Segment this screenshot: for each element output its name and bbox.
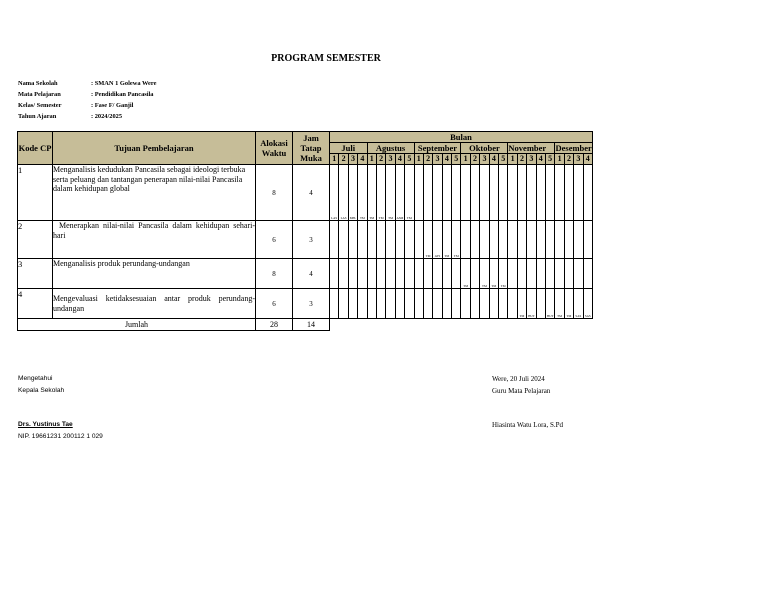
- kode-cp-cell: 2: [18, 221, 53, 259]
- week-header: 2: [564, 154, 573, 165]
- week-cell: [583, 221, 592, 259]
- week-mark: MPL: [349, 216, 357, 220]
- week-cell: [564, 165, 573, 221]
- week-header: 3: [386, 154, 395, 165]
- week-cell: [564, 289, 573, 319]
- week-cell: [433, 165, 442, 221]
- week-cell: [452, 165, 461, 221]
- meta-label: Kelas/ Semester: [18, 102, 62, 109]
- week-cell: [386, 289, 395, 319]
- sig-left-name: Drs. Yustinus Tae: [18, 421, 73, 428]
- month-header: Agustus: [367, 143, 414, 154]
- week-cell: [489, 221, 498, 259]
- meta-value: : Pendidikan Pancasila: [91, 91, 154, 98]
- week-mark: TM: [463, 284, 469, 288]
- alokasi-cell: 6: [256, 289, 293, 319]
- header-tujuan: Tujuan Pembelajaran: [53, 132, 256, 165]
- week-cell: [339, 259, 348, 289]
- week-header: 1: [508, 154, 517, 165]
- week-header: 4: [395, 154, 404, 165]
- week-cell: [386, 165, 395, 221]
- week-cell: [330, 165, 339, 221]
- week-cell: [517, 289, 526, 319]
- week-cell: [574, 259, 583, 289]
- week-cell: [517, 165, 526, 221]
- week-cell: [367, 165, 376, 221]
- week-header: 3: [480, 154, 489, 165]
- kode-cp-cell: 1: [18, 165, 53, 221]
- week-cell: [527, 221, 536, 259]
- week-header: 4: [583, 154, 592, 165]
- week-cell: [376, 165, 385, 221]
- week-header: 5: [545, 154, 554, 165]
- week-header: 2: [517, 154, 526, 165]
- week-header: 1: [555, 154, 564, 165]
- week-cell: [545, 259, 554, 289]
- week-cell: [480, 289, 489, 319]
- week-cell: [555, 165, 564, 221]
- week-mark: TM: [388, 216, 393, 220]
- tujuan-cell: Menganalisis kedudukan Pancasila sebagai ideologi terbuka serta peluang dan tantangan penerapan nilai-nilai Pancasila dalam kehidupan global: [53, 165, 256, 221]
- table-row: [18, 289, 593, 319]
- week-cell: [508, 259, 517, 289]
- week-cell: [405, 221, 414, 259]
- program-semester-table: [17, 131, 593, 331]
- week-cell: [405, 289, 414, 319]
- alokasi-cell: 8: [256, 259, 293, 289]
- kode-cp-cell: 3: [18, 259, 53, 289]
- document-meta: [18, 78, 156, 122]
- week-mark: HUT: [546, 314, 554, 318]
- week-cell: [480, 221, 489, 259]
- week-cell: [348, 221, 357, 259]
- total-label: Jumlah: [18, 319, 256, 331]
- week-cell: [376, 289, 385, 319]
- week-mark: TM: [566, 314, 572, 318]
- week-cell: [386, 221, 395, 259]
- sig-right-line2: Guru Mata Pelajaran: [492, 387, 551, 395]
- jtm-cell: 4: [293, 259, 330, 289]
- week-cell: [339, 221, 348, 259]
- week-cell: [339, 165, 348, 221]
- jtm-cell: 3: [293, 221, 330, 259]
- week-cell: [367, 259, 376, 289]
- week-mark: TM: [557, 314, 562, 318]
- table-row: [18, 221, 593, 259]
- week-cell: [461, 289, 470, 319]
- sig-right-line1: Were, 20 Juli 2024: [492, 375, 545, 383]
- jtm-cell: 4: [293, 165, 330, 221]
- week-cell: [527, 165, 536, 221]
- table-row: [18, 165, 593, 221]
- week-cell: [395, 221, 404, 259]
- week-cell: [555, 289, 564, 319]
- week-mark: LAS: [331, 216, 338, 220]
- week-header: 5: [499, 154, 508, 165]
- week-cell: [564, 259, 573, 289]
- week-cell: [574, 289, 583, 319]
- week-cell: [358, 259, 367, 289]
- week-header: 1: [330, 154, 339, 165]
- meta-label: Tahun Ajaran: [18, 113, 57, 120]
- month-header: Desember: [555, 143, 592, 153]
- week-mark: TM: [406, 216, 412, 220]
- week-cell: [442, 221, 451, 259]
- meta-row: [18, 78, 156, 89]
- tujuan-cell: Menganalisis produk perundang-undangan: [53, 259, 256, 289]
- week-header: 3: [527, 154, 536, 165]
- week-cell: [452, 289, 461, 319]
- week-header: 5: [452, 154, 461, 165]
- alokasi-cell: 8: [256, 165, 293, 221]
- week-cell: [330, 221, 339, 259]
- week-cell: [527, 289, 536, 319]
- week-cell: [574, 221, 583, 259]
- week-mark: HUT: [528, 314, 535, 318]
- week-cell: [330, 289, 339, 319]
- week-header: 1: [414, 154, 423, 165]
- week-cell: [489, 165, 498, 221]
- meta-label: Nama Sekolah: [18, 80, 58, 87]
- week-cell: [470, 289, 479, 319]
- week-mark: TM: [491, 284, 497, 288]
- week-cell: [489, 259, 498, 289]
- week-header: 4: [536, 154, 545, 165]
- week-cell: [423, 259, 432, 289]
- header-jam-tatap-muka: Jam Tatap Muka: [293, 132, 330, 165]
- week-mark: ASM: [396, 216, 404, 220]
- header-bulan: Bulan: [330, 132, 593, 143]
- week-header: 2: [339, 154, 348, 165]
- week-cell: [376, 221, 385, 259]
- week-cell: [367, 289, 376, 319]
- header-alokasi: Alokasi Waktu: [256, 132, 293, 165]
- week-header: 4: [489, 154, 498, 165]
- week-mark: TM: [482, 284, 487, 288]
- week-cell: [536, 289, 545, 319]
- total-alokasi: 28: [256, 319, 293, 331]
- signature-right: [492, 373, 563, 431]
- week-cell: [461, 165, 470, 221]
- week-mark: SAS: [584, 314, 591, 318]
- week-cell: [395, 289, 404, 319]
- alokasi-cell: 6: [256, 221, 293, 259]
- meta-row: [18, 89, 156, 100]
- week-cell: [508, 221, 517, 259]
- week-cell: [348, 259, 357, 289]
- week-cell: [470, 165, 479, 221]
- week-mark: TM: [369, 216, 375, 220]
- week-cell: [386, 259, 395, 289]
- meta-value: : 2024/2025: [91, 113, 123, 120]
- week-cell: [423, 221, 432, 259]
- week-cell: [574, 165, 583, 221]
- week-cell: [555, 259, 564, 289]
- week-mark: TM: [444, 254, 450, 258]
- week-cell: [339, 289, 348, 319]
- week-cell: [583, 165, 592, 221]
- week-mark: ATS: [434, 254, 441, 258]
- week-mark: TM: [519, 314, 525, 318]
- week-mark: TM: [453, 254, 459, 258]
- week-cell: [545, 165, 554, 221]
- week-header: 3: [433, 154, 442, 165]
- week-cell: [536, 259, 545, 289]
- week-cell: [480, 165, 489, 221]
- week-cell: [499, 221, 508, 259]
- week-header: 1: [461, 154, 470, 165]
- week-cell: [348, 289, 357, 319]
- week-cell: [442, 259, 451, 289]
- week-cell: [330, 259, 339, 289]
- week-cell: [545, 289, 554, 319]
- tujuan-cell: Menerapkan nilai-nilai Pancasila dalam kehidupan sehari-hari: [53, 221, 256, 259]
- week-cell: [442, 289, 451, 319]
- week-cell: [414, 221, 423, 259]
- total-blank: [330, 319, 593, 331]
- week-cell: [348, 165, 357, 221]
- week-header: 2: [423, 154, 432, 165]
- kode-cp-cell: 4: [18, 289, 53, 319]
- jtm-cell: 3: [293, 289, 330, 319]
- total-row: [18, 319, 593, 331]
- week-cell: [358, 221, 367, 259]
- week-mark: TM: [425, 254, 431, 258]
- week-cell: [452, 259, 461, 289]
- week-cell: [545, 221, 554, 259]
- header-kode-cp: Kode CP: [18, 132, 53, 165]
- table-row: [18, 259, 593, 289]
- week-cell: [583, 289, 592, 319]
- week-cell: [461, 259, 470, 289]
- week-cell: [358, 165, 367, 221]
- week-cell: [517, 259, 526, 289]
- month-header: September: [414, 143, 461, 154]
- week-mark: TM: [378, 216, 384, 220]
- week-cell: [489, 289, 498, 319]
- week-header: 2: [470, 154, 479, 165]
- week-cell: [480, 259, 489, 289]
- signature-left: [18, 373, 103, 443]
- week-cell: [564, 221, 573, 259]
- week-cell: [499, 259, 508, 289]
- week-mark: TM: [500, 284, 506, 288]
- week-header: 4: [358, 154, 367, 165]
- week-mark: SAS: [575, 314, 582, 318]
- week-mark: TM: [359, 216, 365, 220]
- week-cell: [555, 221, 564, 259]
- week-cell: [470, 259, 479, 289]
- tujuan-cell: Mengevaluasi ketidaksesuaian antar produk perundang-undangan: [53, 289, 256, 319]
- week-cell: [499, 289, 508, 319]
- week-cell: [499, 165, 508, 221]
- week-header: 5: [405, 154, 414, 165]
- week-cell: [423, 289, 432, 319]
- week-cell: [423, 165, 432, 221]
- week-cell: [517, 221, 526, 259]
- week-cell: [367, 221, 376, 259]
- week-cell: [414, 259, 423, 289]
- week-header: 1: [367, 154, 376, 165]
- week-cell: [414, 289, 423, 319]
- week-cell: [442, 165, 451, 221]
- week-cell: [508, 289, 517, 319]
- sig-left-line2: Kepala Sekolah: [18, 387, 65, 394]
- month-header: Oktober: [461, 143, 508, 154]
- week-cell: [452, 221, 461, 259]
- meta-value: : Fase F/ Ganjil: [91, 102, 134, 109]
- week-cell: [536, 165, 545, 221]
- week-cell: [395, 259, 404, 289]
- week-cell: [527, 259, 536, 289]
- meta-row: [18, 100, 156, 111]
- week-cell: [583, 259, 592, 289]
- week-cell: [508, 165, 517, 221]
- week-cell: [433, 259, 442, 289]
- week-cell: [461, 221, 470, 259]
- week-cell: [433, 289, 442, 319]
- week-header: 4: [442, 154, 451, 165]
- week-cell: [405, 259, 414, 289]
- week-header: 2: [376, 154, 385, 165]
- month-header: Juli: [330, 143, 368, 154]
- sig-right-name: Hiasinta Watu Lora, S.Pd: [492, 421, 564, 429]
- week-cell: [395, 165, 404, 221]
- month-header: November: [508, 143, 555, 154]
- week-cell: [405, 165, 414, 221]
- meta-label: Mata Pelajaran: [18, 91, 61, 98]
- week-cell: [433, 221, 442, 259]
- sig-left-line1: Mengetahui: [18, 375, 53, 382]
- meta-value: : SMAN 1 Golewa Were: [91, 80, 157, 87]
- sig-left-nip: NIP. 19661231 200112 1 029: [18, 433, 103, 440]
- week-cell: [376, 259, 385, 289]
- week-cell: [358, 289, 367, 319]
- week-header: 3: [574, 154, 583, 165]
- week-cell: [414, 165, 423, 221]
- total-jtm: 14: [293, 319, 330, 331]
- meta-row: [18, 111, 156, 122]
- week-cell: [536, 221, 545, 259]
- week-mark: LAS: [340, 216, 347, 220]
- page-title: PROGRAM SEMESTER: [271, 53, 381, 64]
- week-header: 3: [348, 154, 357, 165]
- week-cell: [470, 221, 479, 259]
